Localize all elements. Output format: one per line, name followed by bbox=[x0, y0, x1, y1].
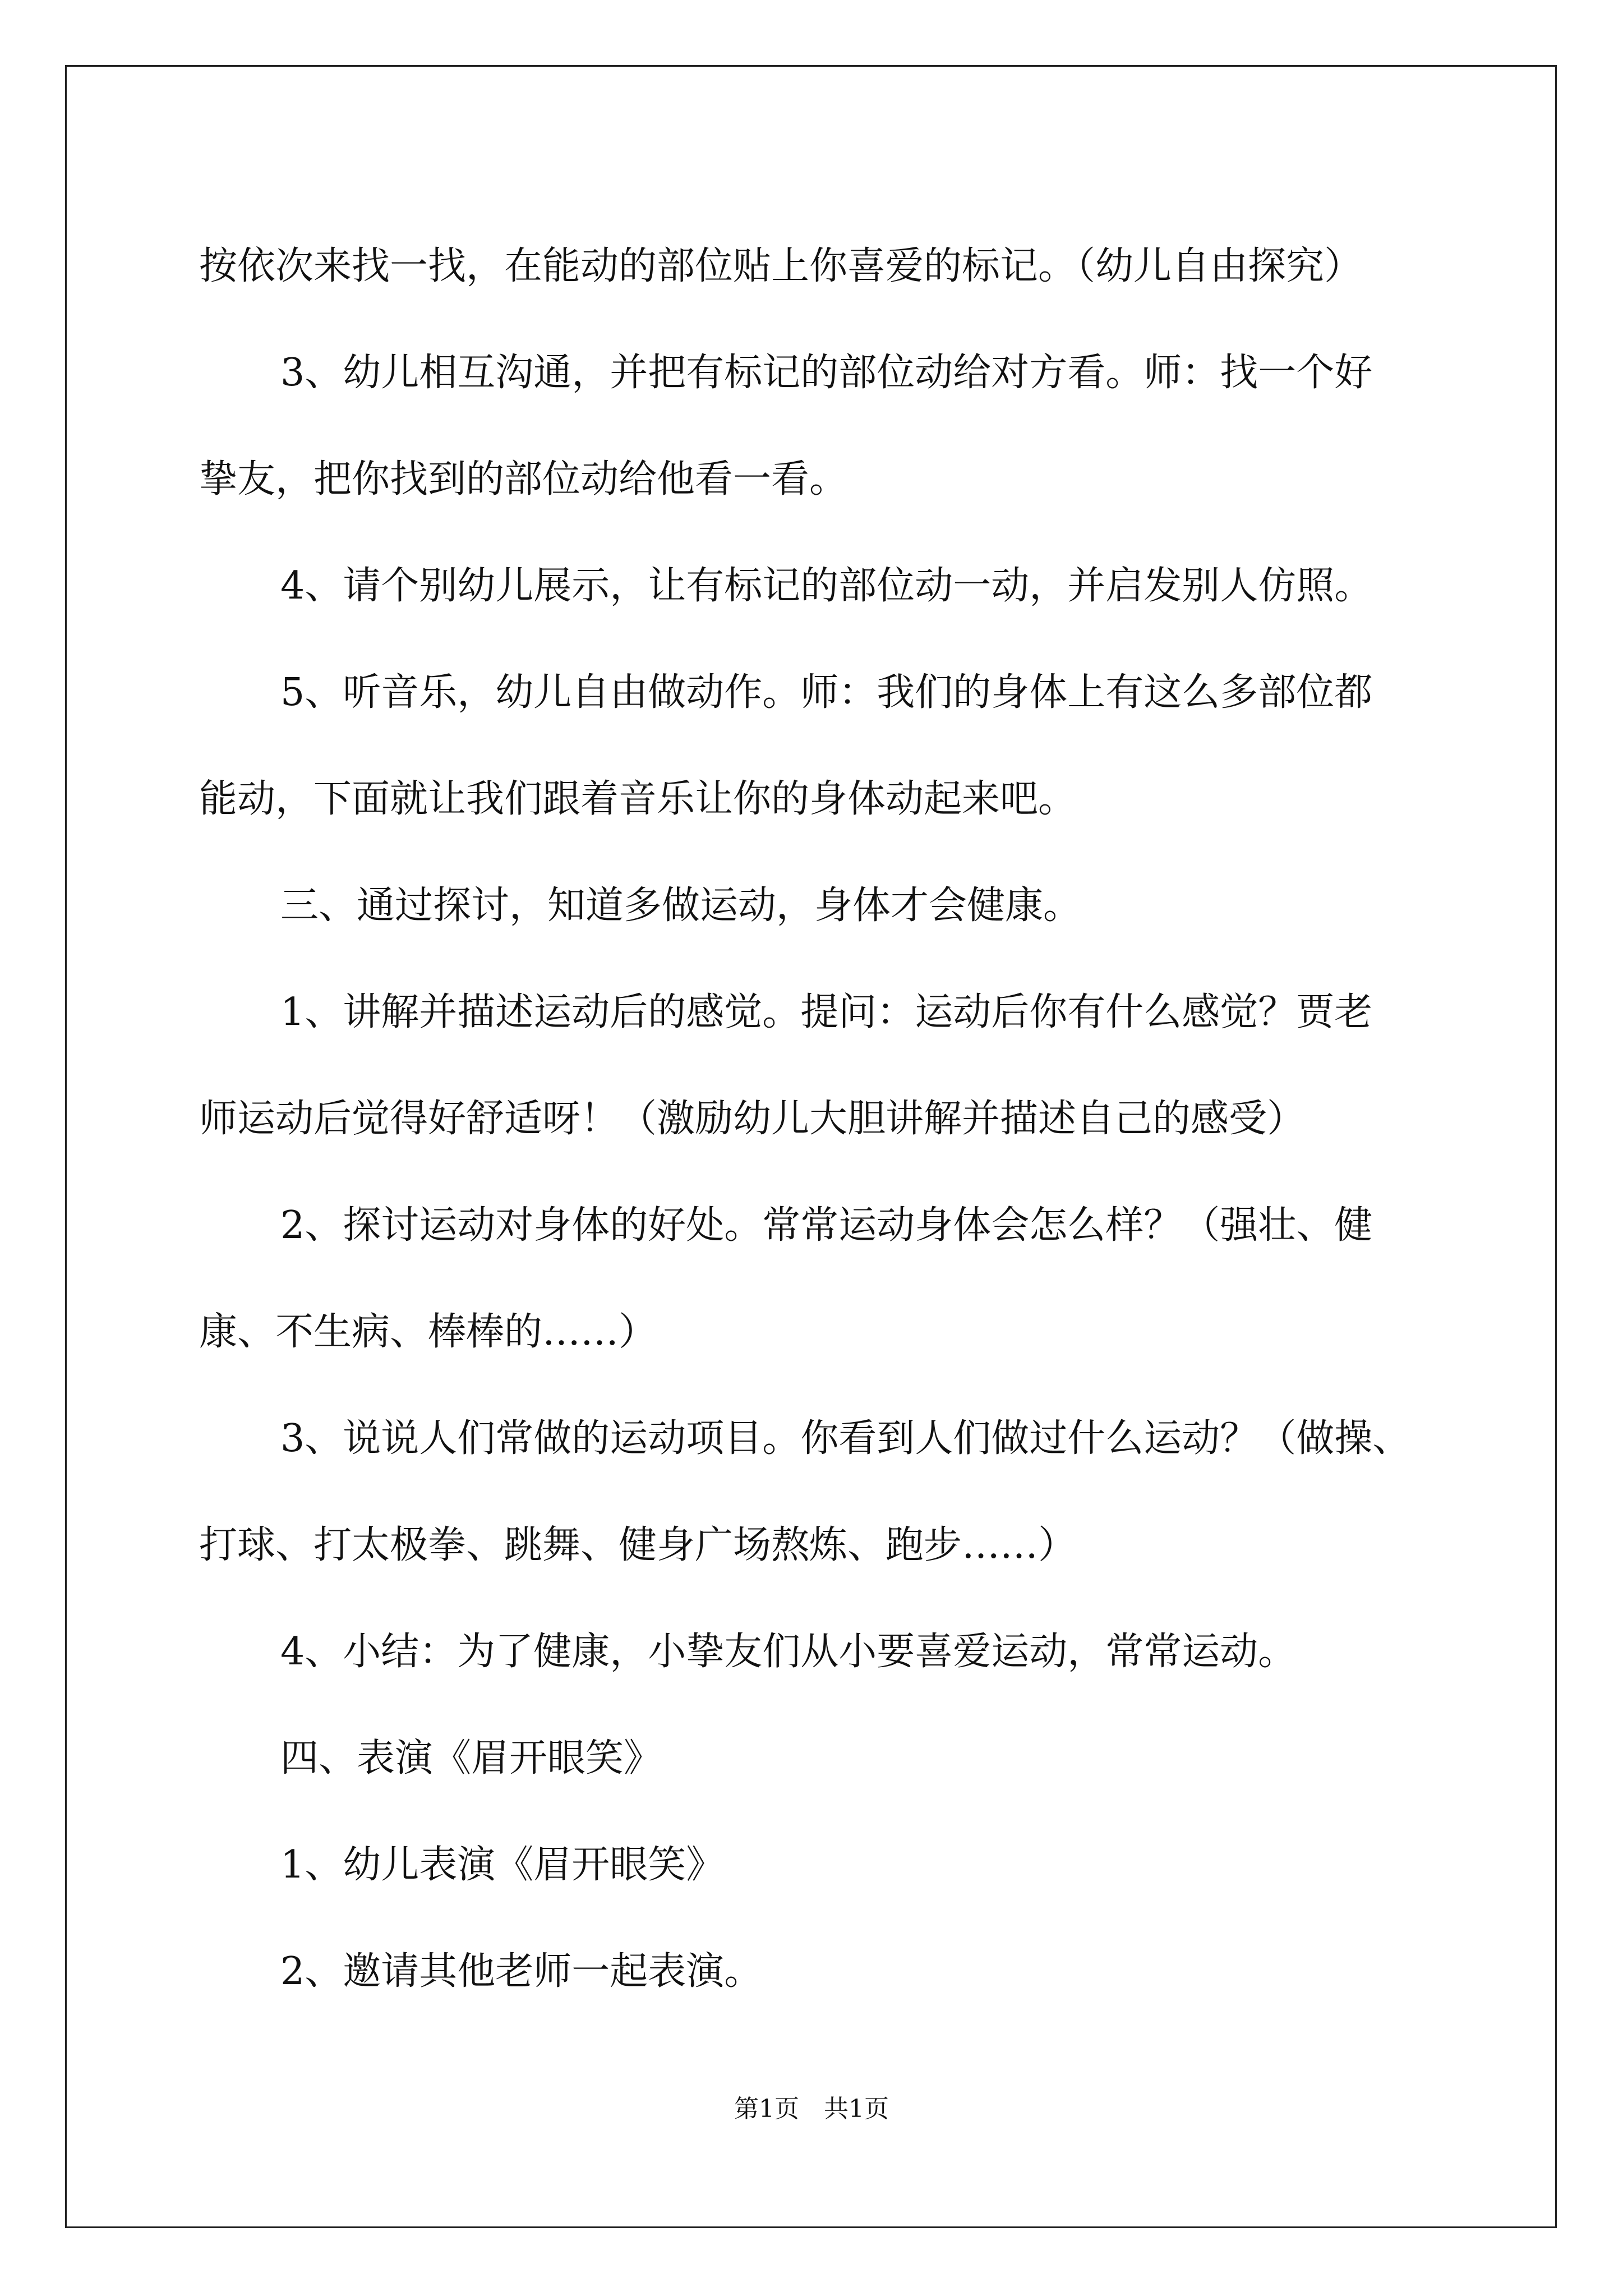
paragraph: 3、幼儿相互沟通，并把有标记的部位动给对方看。师：找一个好 bbox=[280, 351, 1373, 395]
paragraph: 4、小结：为了健康，小挚友们从小要喜爱运动，常常运动。 bbox=[280, 1630, 1297, 1674]
paragraph: 2、探讨运动对身体的好处。常常运动身体会怎么样？（强壮、健 bbox=[280, 1203, 1373, 1248]
paragraph: 3、说说人们常做的运动项目。你看到人们做过什么运动？（做操、 bbox=[280, 1416, 1411, 1461]
paragraph: 1、讲解并描述运动后的感觉。提问：运动后你有什么感觉？贾老 bbox=[280, 990, 1373, 1034]
section-heading: 四、表演《眉开眼笑》 bbox=[280, 1736, 662, 1780]
paragraph: 打球、打太极拳、跳舞、健身广场熬炼、跑步……） bbox=[199, 1523, 1077, 1567]
section-heading: 三、通过探讨，知道多做运动，身体才会健康。 bbox=[280, 884, 1082, 928]
page-footer: 第1页 共1页 bbox=[734, 2095, 889, 2123]
paragraph: 能动，下面就让我们跟着音乐让你的身体动起来吧。 bbox=[199, 777, 1077, 821]
paragraph: 4、请个别幼儿展示，让有标记的部位动一动，并启发别人仿照。 bbox=[280, 564, 1373, 608]
paragraph: 康、不生病、棒棒的……） bbox=[199, 1310, 657, 1354]
paragraph: 1、幼儿表演《眉开眼笑》 bbox=[280, 1843, 725, 1887]
paragraph: 按依次来找一找，在能动的部位贴上你喜爱的标记。（幼儿自由探究） bbox=[199, 244, 1363, 288]
document-body bbox=[199, 213, 1433, 2025]
paragraph: 挚友，把你找到的部位动给他看一看。 bbox=[199, 457, 848, 501]
paragraph: 5、听音乐，幼儿自由做动作。师：我们的身体上有这么多部位都 bbox=[280, 670, 1373, 715]
paragraph: 师运动后觉得好舒适呀！（激励幼儿大胆讲解并描述自己的感受） bbox=[199, 1097, 1306, 1141]
paragraph: 2、邀请其他老师一起表演。 bbox=[280, 1949, 763, 1994]
